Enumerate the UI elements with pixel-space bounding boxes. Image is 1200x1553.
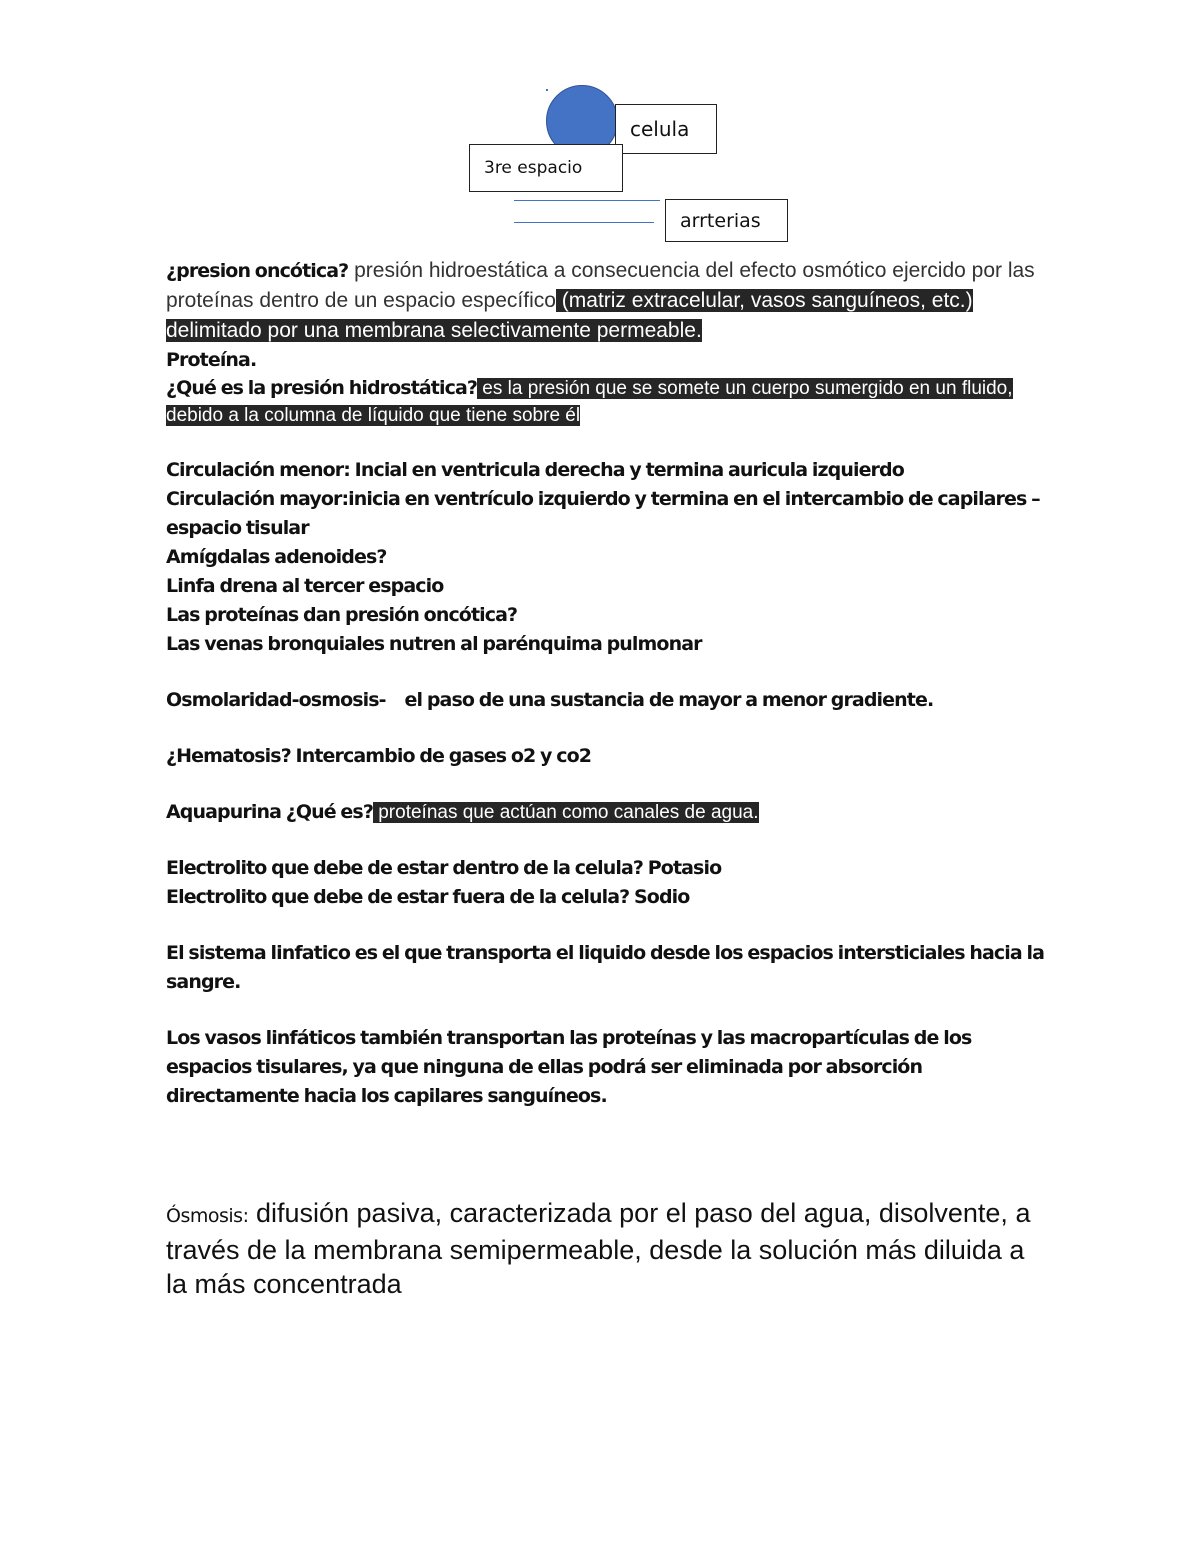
lymph-vessels-paragraph: Los vasos linfáticos también transportan las proteínas y las macropartículas de los espacios tisulares, ya que ninguna de ellas podrá ser eliminada por absorción directamente hacia los capilares sanguíneos. <box>166 1027 972 1107</box>
osmosis-definition: difusión pasiva, caracterizada por el paso del agua, disolvente, a través de la membrana semipermeable, desde la solución más diluida a la más concentrada <box>166 1198 1031 1299</box>
oncotic-answer-part2: (matriz extracelular, vasos sanguíneos, etc.) delimitado por una membrana selectivamente permeable. <box>166 289 973 342</box>
cell-diagram <box>460 80 800 250</box>
aquaporin-question: Aquapurina ¿Qué es? <box>166 801 373 823</box>
aquaporin-answer: proteínas que actúan como canales de agua. <box>372 802 759 823</box>
venas-line: Las venas bronquiales nutren al parénquima pulmonar <box>166 633 702 655</box>
lymphatic-system-paragraph: El sistema linfatico es el que transporta el liquido desde los espacios intersticiales hacia la sangre. <box>166 942 1045 993</box>
celula-label-box <box>615 104 717 154</box>
osmosis-paragraph <box>166 1196 1046 1301</box>
hydrostatic-paragraph <box>166 375 1046 429</box>
circulation-minor: Circulación menor: Incial en ventricula derecha y termina auricula izquierdo <box>166 459 904 481</box>
proteinas-line: Las proteínas dan presión oncótica? <box>166 604 518 626</box>
circulation-major: Circulación mayor:inicia en ventrículo izquierdo y termina en el intercambio de capilares – espacio tisular <box>166 488 1040 539</box>
artery-line-top <box>514 200 660 201</box>
hydrostatic-question: ¿Qué es la presión hidrostática? <box>166 377 478 399</box>
oncotic-paragraph <box>166 256 1046 346</box>
oncotic-question: ¿presion oncótica? <box>166 260 349 282</box>
artery-line-bottom <box>514 222 654 223</box>
electrolyte-inside: Electrolito que debe de estar dentro de la celula? Potasio <box>166 857 722 879</box>
notes-body <box>166 256 1046 1301</box>
hematosis-line: ¿Hematosis? Intercambio de gases o2 y co2 <box>166 745 592 767</box>
espacio-label-box <box>469 144 623 192</box>
arterias-label-box <box>665 199 788 242</box>
espacio-label: 3re espacio <box>484 158 583 178</box>
aquaporin-paragraph <box>166 798 1046 827</box>
celula-label: celula <box>630 117 690 141</box>
osmolaridad-line: Osmolaridad-osmosis- el paso de una sustancia de mayor a menor gradiente. <box>166 689 934 711</box>
hydrostatic-answer: es la presión que se somete un cuerpo sumergido en un fluido, debido a la columna de líquido que tiene sobre él <box>166 378 1013 426</box>
electrolyte-outside: Electrolito que debe de estar fuera de la celula? Sodio <box>166 886 690 908</box>
linfa-line: Linfa drena al tercer espacio <box>166 575 444 597</box>
amigdalas-line: Amígdalas adenoides? <box>166 546 387 568</box>
oncotic-answer-part1: presión hidroestática a consecuencia del efecto osmótico ejercido por las proteínas dentro de un espacio específico <box>166 259 1035 312</box>
arterias-label: arrterias <box>680 209 761 232</box>
diagram-dot <box>546 89 548 91</box>
protein-line: Proteína. <box>166 349 257 371</box>
osmosis-label: Ósmosis: <box>166 1205 249 1227</box>
